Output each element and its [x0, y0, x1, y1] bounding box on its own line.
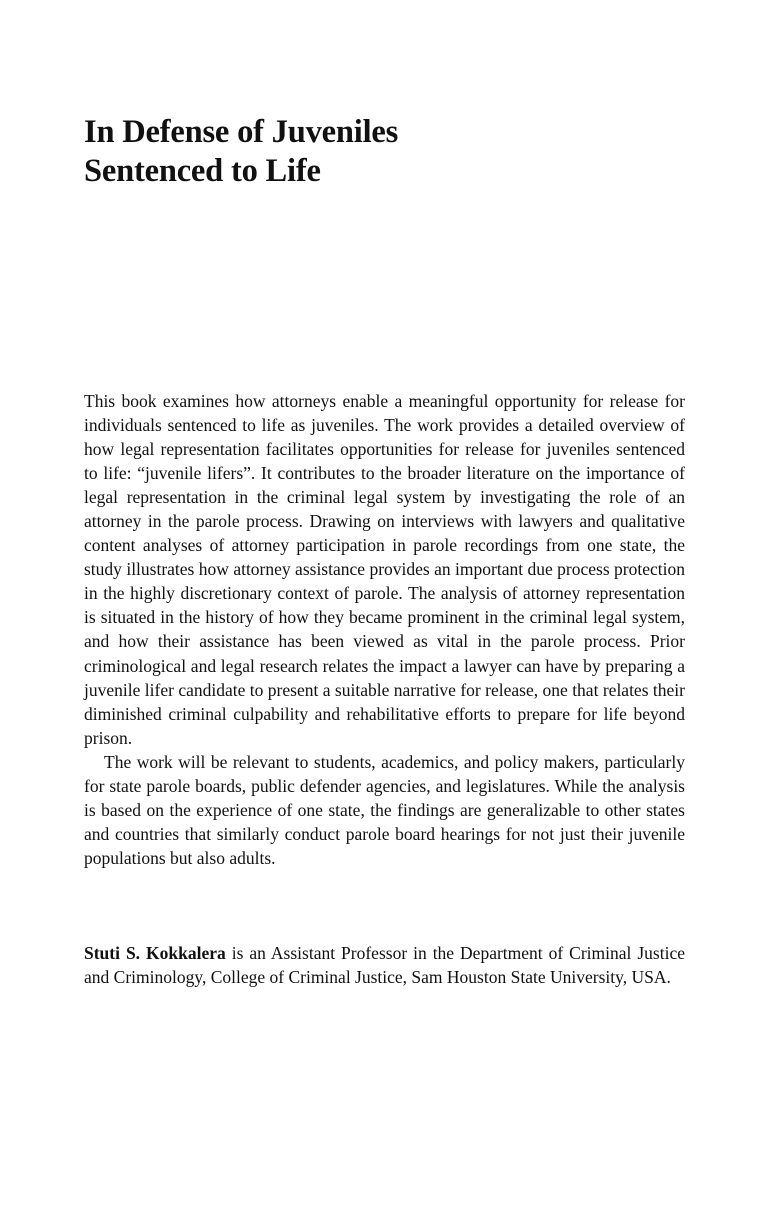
author-bio-text: is an Assistant Professor in the Department of Criminal Justice and Criminology, College of Criminal Justice, Sam Houston State University, USA.	[84, 943, 685, 988]
author-bio	[84, 941, 685, 989]
author-name: Stuti S. Kokkalera	[84, 943, 226, 963]
description-paragraph-2: The work will be relevant to students, academics, and policy makers, particularly for state parole boards, public defender agencies, and legislatures. While the analysis is based on the experience of one state, the findings are generalizable to other states and countries that similarly conduct parole board hearings for not just their juvenile populations but also adults.	[84, 751, 685, 868]
book-description	[84, 389, 685, 870]
book-title-line-2: Sentenced to Life	[84, 153, 321, 189]
book-title-line-1: In Defense of Juveniles	[84, 114, 399, 150]
description-paragraph-1: This book examines how attorneys enable a meaningful opportunity for release for individuals sentenced to life as juveniles. The work provides a detailed overview of how legal representation facilitates opportunities for release for juveniles sentenced to life: “juvenile lifers”. It contributes to the broader literature on the importance of legal representation in the criminal legal system by investigating the role of an attorney in the parole process. Drawing on interviews with lawyers and qualitative content analyses of attorney participation in parole recordings from one state, the study illustrates how attorney assistance provides an important due process protection in the highly discretionary context of parole. The analysis of attorney representation is situated in the history of how they became prominent in the criminal legal system, and how their assistance has been viewed as vital in the parole process. Prior criminological and legal research relates the impact a lawyer can have by preparing a juvenile lifer candidate to present a suitable narrative for release, one that relates their diminished criminal culpability and rehabilitative efforts to prepare for life beyond prison.	[84, 391, 685, 748]
book-title	[84, 113, 704, 191]
